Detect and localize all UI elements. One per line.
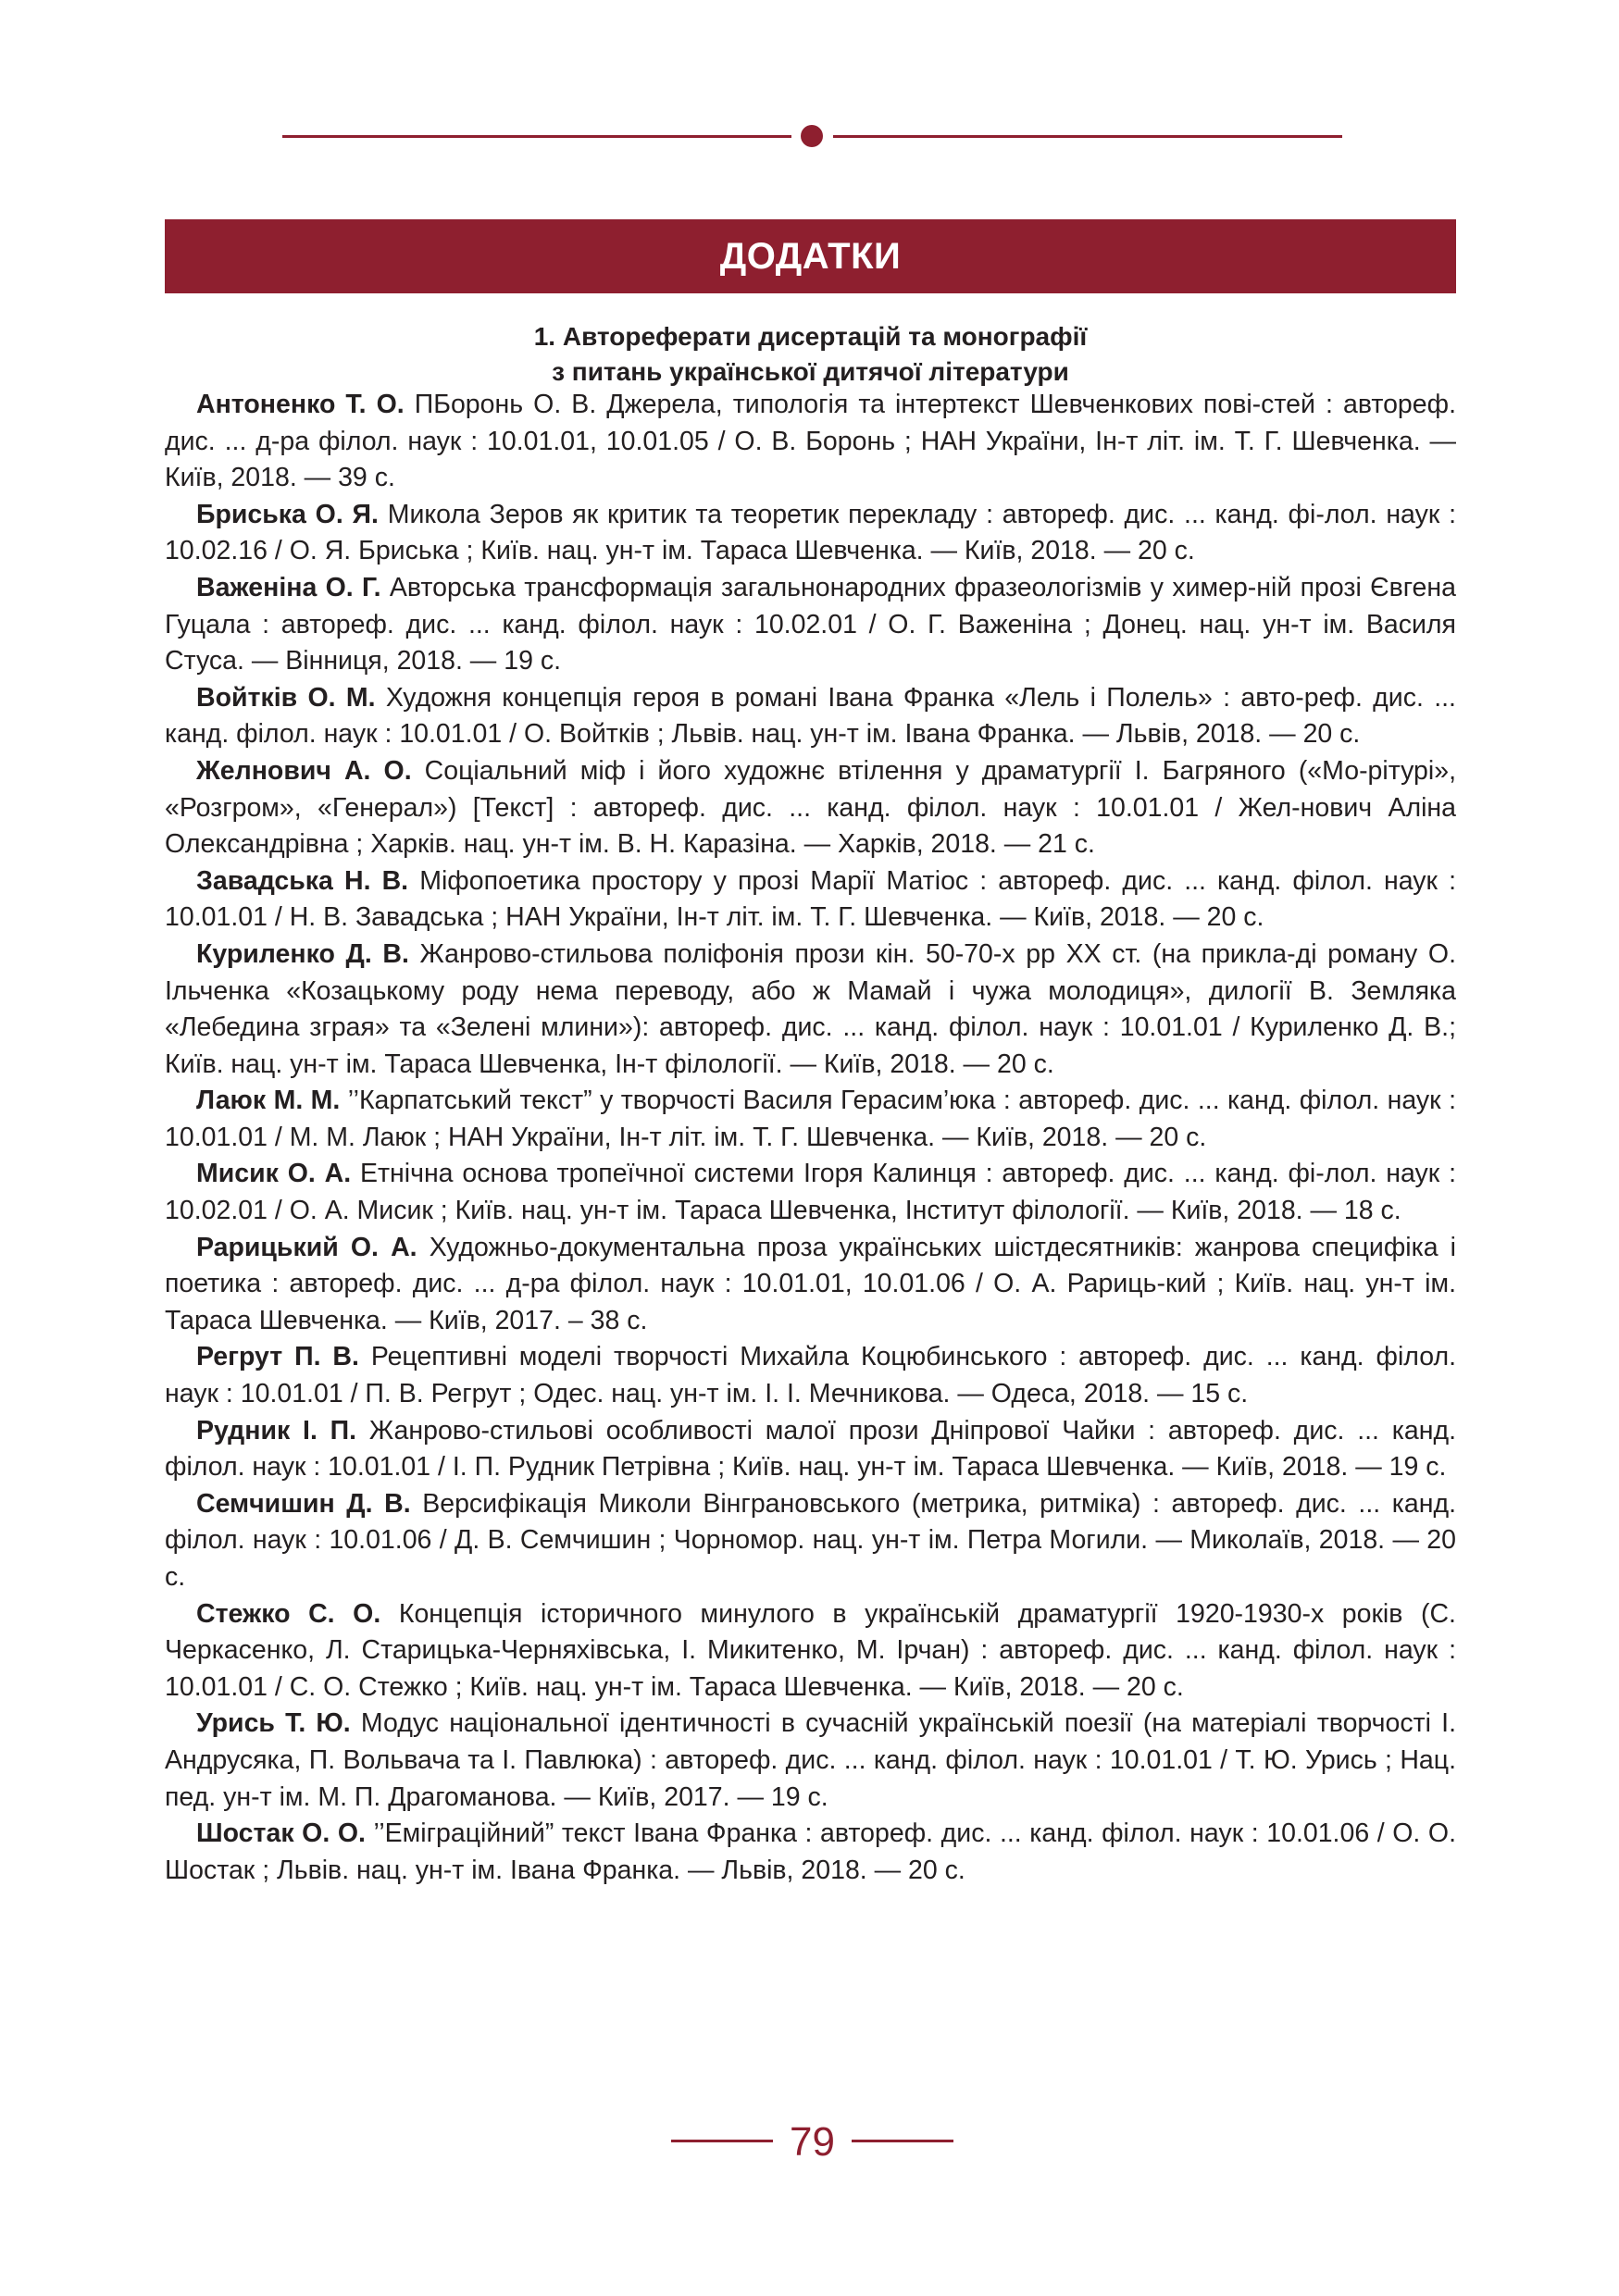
entry-author: Важеніна О. Г. (196, 572, 381, 602)
section-title-line-2: з питань української дитячої літератури (552, 357, 1069, 386)
entry-author: Шостак О. О. (196, 1818, 366, 1849)
bibliography-entry (165, 1230, 1456, 1340)
entry-author: Мисик О. А. (196, 1159, 352, 1189)
banner-title: ДОДАТКИ (719, 235, 902, 277)
entry-author: Рудник І. П. (196, 1415, 357, 1446)
entry-text: Рецептивні моделі творчості Михайла Коцюбинського : автореф. дис. ... канд. філол. наук : 10.01.01 / П. В. Регрут ; Одес. нац. ун-т ім. І. І. Мечникова. — Одеса, 2018. — 15 с. (165, 1342, 1456, 1409)
entry-author: Урись Т. Ю. (196, 1708, 351, 1739)
ornament-line-left (282, 135, 791, 138)
entry-text: Авторська трансформація загальнонародних фразеологізмів у химер-ній прозі Євгена Гуцала : автореф. дис. ... канд. філол. наук : 10.02.01 / О. Г. Важеніна ; Донец. нац. ун-т ім. Василя Стуса. — Вінниця, 2018. — 19 с. (165, 572, 1456, 676)
entry-author: Рарицький О. А. (196, 1232, 417, 1262)
ornament-dot (801, 125, 823, 147)
bibliography-entry (165, 753, 1456, 863)
bibliography-entry (165, 497, 1456, 570)
ornament-line-right (833, 135, 1342, 138)
entry-text: ’’Карпатський текст” у творчості Василя Герасим’юка : автореф. дис. ... канд. філол. наук : 10.01.01 / М. М. Лаюк ; НАН України, Ін-т літ. ім. Т. Г. Шевченка. — Київ, 2018. — 20 с. (165, 1086, 1456, 1152)
page-number-line-left (671, 2140, 773, 2142)
section-banner (165, 219, 1456, 293)
bibliography-list (165, 387, 1456, 1889)
entry-author: Семчишин Д. В. (196, 1488, 411, 1519)
entry-text: Етнічна основа тропеїчної системи Ігоря Калинця : автореф. дис. ... канд. фі-лол. наук : 10.02.01 / О. А. Мисик ; Київ. нац. ун-т ім. Тараса Шевченка, Інститут філології. — Київ, 2018. — 18 с. (165, 1159, 1456, 1226)
bibliography-entry (165, 1413, 1456, 1486)
entry-author: Стежко С. О. (196, 1598, 381, 1629)
entry-text: Версифікація Миколи Вінграновського (метрика, ритміка) : автореф. дис. ... канд. філол. наук : 10.01.06 / Д. В. Семчишин ; Чорномор. нац. ун-т ім. Петра Могили. — Миколаїв, 2018. — 20 с. (165, 1488, 1456, 1592)
entry-text: ПБоронь О. В. Джерела, типологія та інтертекст Шевченкових пові-стей : автореф. дис. ... д-ра філол. наук : 10.01.01, 10.01.05 / О. В. Боронь ; НАН України, Ін-т літ. ім. Т. Г. Шевченка. — Київ, 2018. — 39 с. (165, 390, 1456, 493)
entry-text: ’’Еміграційний” текст Івана Франка : автореф. дис. ... канд. філол. наук : 10.01.06 / О. О. Шостак ; Львів. нац. ун-т ім. Івана Франка. — Львів, 2018. — 20 с. (165, 1818, 1457, 1885)
bibliography-entry (165, 1339, 1456, 1412)
section-title-line-1: 1. Автореферати дисертацій та монографії (533, 322, 1088, 351)
entry-author: Бриська О. Я. (196, 499, 379, 529)
bibliography-entry (165, 1596, 1456, 1706)
bibliography-entry (165, 1083, 1456, 1156)
entry-author: Завадська Н. В. (196, 865, 409, 896)
entry-text: Художньо-документальна проза українських шістдесятників: жанрова специфіка і поетика : автореф. дис. ... д-ра філол. наук : 10.01.01, 10.01.06 / О. А. Рариць-кий ; Київ. нац. ун-т ім. Тараса Шевченка. — Київ, 2017. – 38 с. (165, 1232, 1456, 1335)
entry-text: Концепція історичного минулого в українській драматургії 1920-1930-х років (С. Черкасенко, Л. Старицька-Черняхівська, І. Микитенко, М. Ірчан) : автореф. дис. ... канд. філол. наук : 10.01.01 / С. О. Стежко ; Київ. нац. ун-т ім. Тараса Шевченка. — Київ, 2018. — 20 с. (165, 1598, 1456, 1702)
bibliography-entry (165, 1706, 1456, 1816)
entry-author: Антоненко Т. О. (196, 390, 405, 419)
page-number-line-right (852, 2140, 953, 2142)
bibliography-entry (165, 1486, 1456, 1596)
bibliography-entry (165, 1156, 1456, 1229)
page-number: 79 (790, 2119, 835, 2165)
entry-text: Микола Зеров як критик та теоретик перекладу : автореф. дис. ... канд. фі-лол. наук : 10.02.16 / О. Я. Бриська ; Київ. нац. ун-т ім. Тараса Шевченка. — Київ, 2018. — 20 с. (165, 499, 1456, 566)
entry-author: Куриленко Д. В. (196, 938, 409, 969)
bibliography-entry (165, 1816, 1456, 1889)
entry-text: Соціальний міф і його художнє втілення у драматургії І. Багряного («Мо-рітурі», «Розгром», «Генерал») [Текст] : автореф. дис. ... канд. філол. наук : 10.01.01 / Жел-нович Аліна Олександрівна ; Харків. нац. ун-т ім. В. Н. Каразіна. — Харків, 2018. — 21 с. (165, 755, 1456, 860)
entry-text: Міфопоетика простору у прозі Марії Матіос : автореф. дис. ... канд. філол. наук : 10.01.01 / Н. В. Завадська ; НАН України, Ін-т літ. ім. Т. Г. Шевченка. — Київ, 2018. — 20 с. (165, 865, 1456, 933)
bibliography-entry (165, 863, 1456, 937)
bibliography-entry (165, 387, 1456, 497)
entry-author: Желнович А. О. (196, 755, 412, 786)
page-footer (0, 2119, 1619, 2166)
entry-text: Жанрово-стильова поліфонія прози кін. 50-70-х рр XX ст. (на прикла-ді роману О. Ільченка «Козацькому роду нема переводу, або ж Мамай і чужа молодиця», дилогії В. Земляка «Лебедина зграя» та «Зелені млини»): автореф. дис. ... канд. філол. наук : 10.01.01 / Куриленко Д. В.; Київ. нац. ун-т ім. Тараса Шевченка, Ін-т філології. — Київ, 2018. — 20 с. (165, 938, 1456, 1079)
top-ornament (282, 125, 1342, 147)
bibliography-entry (165, 680, 1456, 753)
entry-text: Модус національної ідентичності в сучасній українській поезії (на матеріалі творчості І. Андрусяка, П. Вольвача та І. Павлюка) : автореф. дис. ... канд. філол. наук : 10.01.01 / Т. Ю. Урись ; Нац. пед. ун-т ім. М. П. Драгоманова. — Київ, 2017. — 19 с. (165, 1708, 1456, 1812)
entry-author: Войтків О. М. (196, 682, 376, 713)
bibliography-entry (165, 570, 1456, 680)
bibliography-entry (165, 937, 1456, 1083)
entry-text: Жанрово-стильові особливості малої прози Дніпрової Чайки : автореф. дис. ... канд. філол. наук : 10.01.01 / І. П. Рудник Петрівна ; Київ. нац. ун-т ім. Тараса Шевченка. — Київ, 2018. — 19 с. (165, 1415, 1456, 1483)
entry-text: Художня концепція героя в романі Івана Франка «Лель і Полель» : авто-реф. дис. ... канд. філол. наук : 10.01.01 / О. Войтків ; Львів. нац. ун-т ім. Івана Франка. — Львів, 2018. — 20 с. (165, 682, 1456, 750)
entry-author: Регрут П. В. (196, 1342, 359, 1372)
section-title (165, 319, 1456, 390)
entry-author: Лаюк М. М. (196, 1086, 341, 1116)
